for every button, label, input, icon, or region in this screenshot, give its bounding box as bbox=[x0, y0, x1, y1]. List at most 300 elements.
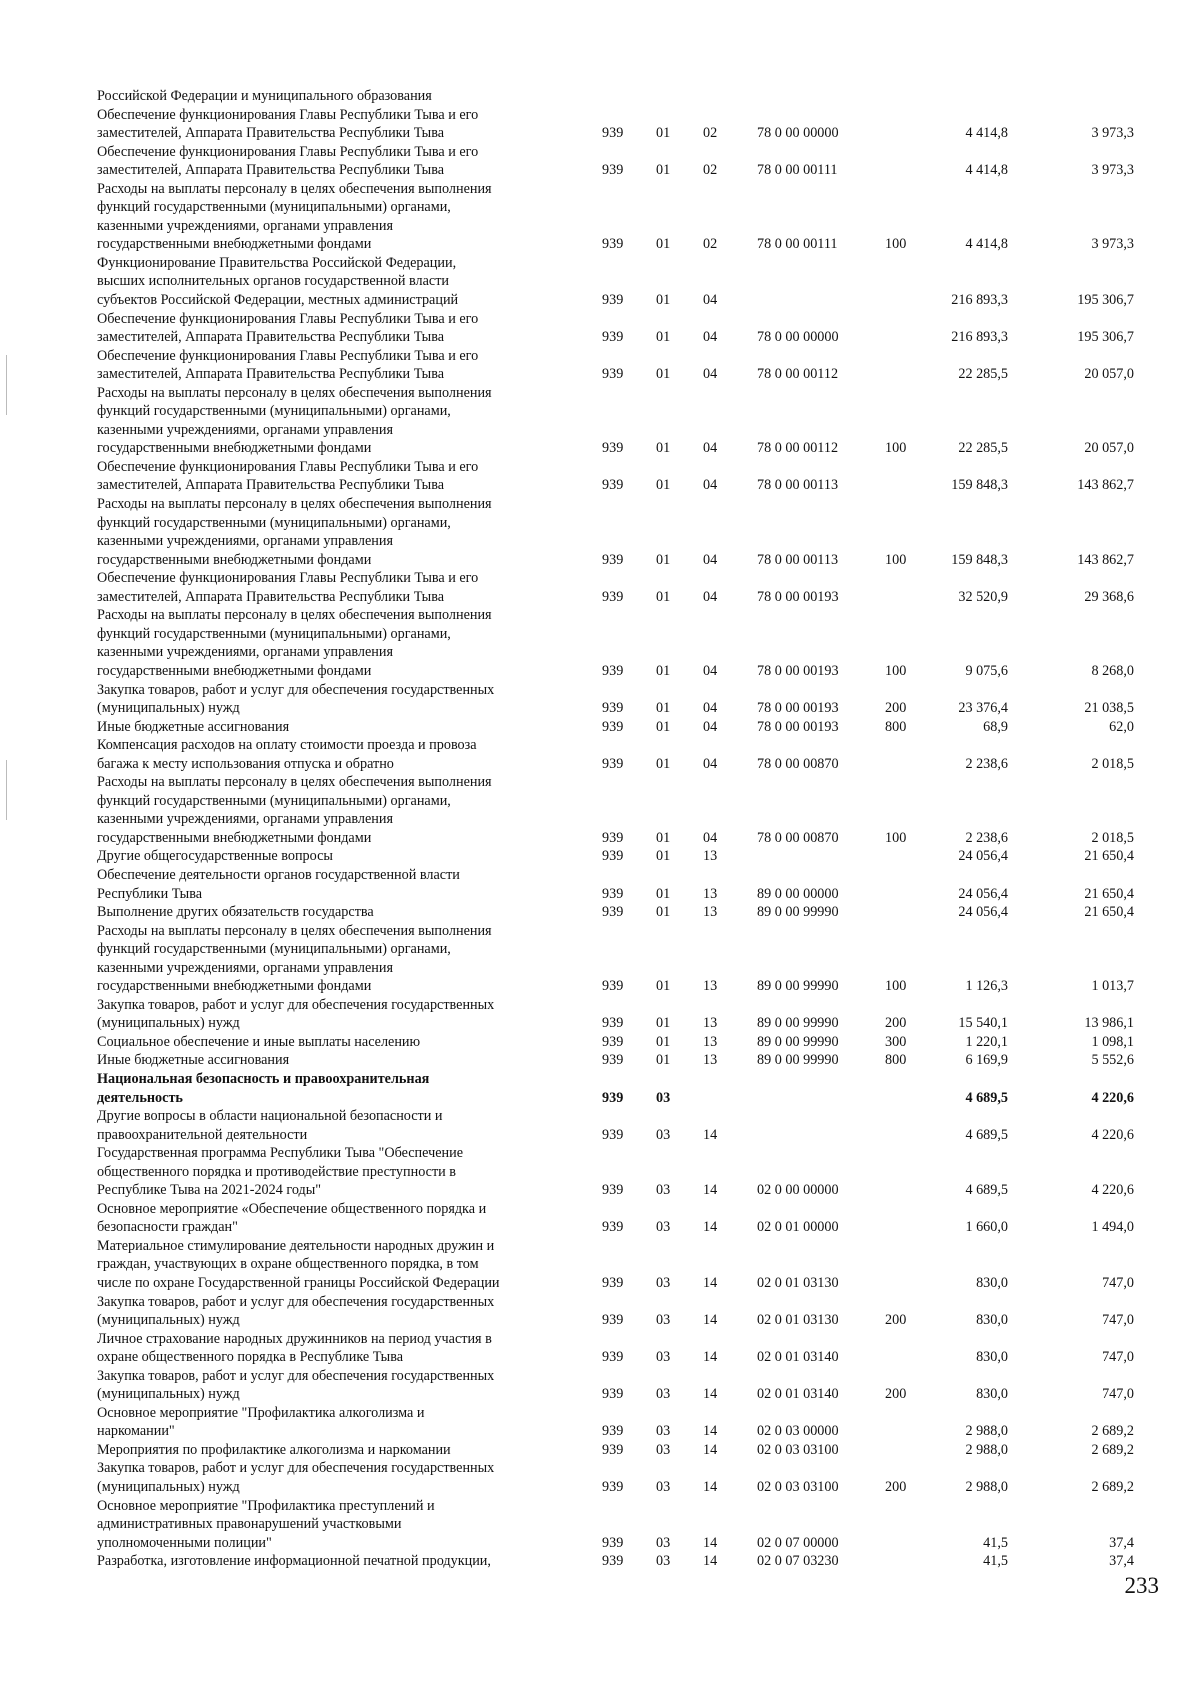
ved-code: 939 bbox=[602, 236, 624, 253]
table-row bbox=[0, 384, 1200, 458]
amount-actual: 195 306,7 bbox=[1077, 329, 1134, 346]
table-row bbox=[0, 1404, 1200, 1441]
amount-plan: 2 988,0 bbox=[965, 1423, 1008, 1440]
expense-type-code: 100 bbox=[885, 236, 907, 253]
description-line: Расходы на выплаты персоналу в целях обеспечения выполнения bbox=[97, 922, 492, 939]
amount-actual: 747,0 bbox=[1102, 1386, 1134, 1403]
ved-code: 939 bbox=[602, 700, 624, 717]
row-description bbox=[97, 347, 567, 384]
section-code: 01 bbox=[656, 718, 671, 735]
subsection-code: 14 bbox=[703, 1275, 718, 1291]
amount-plan: 15 540,1 bbox=[958, 1015, 1008, 1032]
amount-actual: 4 220,6 bbox=[1091, 1182, 1134, 1199]
subsection-code: 04 bbox=[703, 700, 718, 717]
section-code: 01 bbox=[656, 440, 671, 457]
table-row bbox=[0, 106, 1200, 143]
expense-type-code: 200 bbox=[885, 1479, 907, 1496]
section-code: 01 bbox=[656, 329, 671, 346]
table-row bbox=[0, 1144, 1200, 1200]
amount-actual: 2 689,2 bbox=[1091, 1479, 1134, 1496]
amount-plan: 2 238,6 bbox=[965, 755, 1008, 772]
table-row bbox=[0, 1051, 1200, 1070]
description-line: государственными внебюджетными фондами bbox=[97, 829, 372, 846]
section-code: 01 bbox=[656, 1033, 671, 1050]
section-code: 03 bbox=[656, 1182, 671, 1199]
subsection-code: 13 bbox=[703, 1033, 718, 1050]
subsection-code: 02 bbox=[703, 162, 718, 179]
ved-code: 939 bbox=[602, 477, 624, 494]
amount-actual: 21 038,5 bbox=[1084, 700, 1134, 717]
description-line: функций государственными (муниципальными) органами, bbox=[97, 941, 451, 958]
subsection-code: 04 bbox=[703, 718, 718, 735]
description-line: Обеспечение функционирования Главы Республики Тыва и его bbox=[97, 458, 479, 475]
table-row bbox=[0, 1367, 1200, 1404]
subsection-code: 14 bbox=[703, 1534, 718, 1551]
subsection-code: 14 bbox=[703, 1386, 718, 1403]
row-description bbox=[97, 1070, 567, 1107]
subsection-code: 14 bbox=[703, 1479, 718, 1496]
subsection-code: 13 bbox=[703, 848, 718, 865]
amount-plan: 32 520,9 bbox=[958, 588, 1008, 605]
subsection-code: 04 bbox=[703, 329, 718, 346]
section-code: 01 bbox=[656, 885, 671, 902]
amount-actual: 21 650,4 bbox=[1084, 904, 1134, 921]
row-description bbox=[97, 736, 567, 773]
row-description bbox=[97, 1144, 567, 1200]
expense-type-code: 300 bbox=[885, 1033, 907, 1050]
description-line: охране общественного порядка в Республике Тыва bbox=[97, 1349, 404, 1366]
subsection-code: 13 bbox=[703, 1015, 718, 1032]
description-line: Расходы на выплаты персоналу в целях обеспечения выполнения bbox=[97, 774, 492, 791]
amount-actual: 29 368,6 bbox=[1084, 588, 1134, 605]
description-line: Закупка товаров, работ и услуг для обеспечения государственных bbox=[97, 1460, 495, 1477]
subsection-code: 04 bbox=[703, 477, 718, 494]
description-line: (муниципальных) нужд bbox=[97, 1479, 240, 1496]
description-line: Основное мероприятие «Обеспечение общественного порядка и bbox=[97, 1200, 487, 1217]
subsection-code: 02 bbox=[703, 125, 718, 142]
target-item-code: 89 0 00 99990 bbox=[757, 978, 839, 995]
amount-plan: 4 689,5 bbox=[965, 1126, 1008, 1143]
description-line: казенными учреждениями, органами управления bbox=[97, 959, 394, 976]
row-description bbox=[97, 922, 567, 996]
amount-actual: 62,0 bbox=[1109, 718, 1134, 735]
description-line: Другие общегосударственные вопросы bbox=[97, 848, 333, 865]
description-line: Республике Тыва на 2021-2024 годы" bbox=[97, 1182, 322, 1199]
section-code: 03 bbox=[656, 1219, 671, 1236]
row-description bbox=[97, 1552, 567, 1571]
expense-type-code: 100 bbox=[885, 440, 907, 457]
target-item-code: 02 0 03 00000 bbox=[757, 1423, 839, 1440]
ved-code: 939 bbox=[602, 1126, 624, 1143]
section-code: 03 bbox=[656, 1312, 671, 1329]
section-code: 01 bbox=[656, 829, 671, 846]
section-code: 03 bbox=[656, 1275, 671, 1291]
subsection-code: 04 bbox=[703, 366, 718, 383]
table-row bbox=[0, 1200, 1200, 1237]
table-row bbox=[0, 1293, 1200, 1330]
description-line: казенными учреждениями, органами управления bbox=[97, 421, 394, 438]
table-row bbox=[0, 347, 1200, 384]
row-description bbox=[97, 606, 567, 680]
amount-plan: 4 414,8 bbox=[965, 125, 1008, 142]
subsection-code: 04 bbox=[703, 588, 718, 605]
amount-plan: 24 056,4 bbox=[958, 904, 1008, 921]
row-description bbox=[97, 996, 567, 1033]
subsection-code: 04 bbox=[703, 292, 718, 309]
ved-code: 939 bbox=[602, 1423, 624, 1440]
row-description bbox=[97, 254, 567, 310]
table-row bbox=[0, 903, 1200, 922]
description-line: функций государственными (муниципальными) органами, bbox=[97, 403, 451, 420]
section-code: 01 bbox=[656, 662, 671, 679]
description-line: граждан, участвующих в охране общественного порядка, в том bbox=[97, 1256, 479, 1273]
amount-actual: 1 098,1 bbox=[1091, 1033, 1134, 1050]
table-row bbox=[0, 1033, 1200, 1052]
expense-type-code: 100 bbox=[885, 662, 907, 679]
amount-actual: 2 018,5 bbox=[1091, 829, 1134, 846]
description-line: Разработка, изготовление информационной печатной продукции, bbox=[97, 1553, 491, 1570]
subsection-code: 02 bbox=[703, 236, 718, 253]
amount-actual: 195 306,7 bbox=[1077, 292, 1134, 309]
amount-actual: 747,0 bbox=[1102, 1312, 1134, 1329]
target-item-code: 89 0 00 99990 bbox=[757, 904, 839, 921]
description-line: Материальное стимулирование деятельности народных дружин и bbox=[97, 1237, 495, 1254]
target-item-code: 78 0 00 00193 bbox=[757, 718, 839, 735]
subsection-code: 14 bbox=[703, 1441, 718, 1458]
expense-type-code: 800 bbox=[885, 1052, 907, 1069]
description-line: Расходы на выплаты персоналу в целях обеспечения выполнения bbox=[97, 384, 492, 401]
description-line: заместителей, Аппарата Правительства Республики Тыва bbox=[97, 366, 444, 383]
expense-type-code: 100 bbox=[885, 978, 907, 995]
description-line: заместителей, Аппарата Правительства Республики Тыва bbox=[97, 162, 444, 179]
row-description bbox=[97, 1033, 567, 1052]
table-row bbox=[0, 180, 1200, 254]
description-line: субъектов Российской Федерации, местных администраций bbox=[97, 292, 459, 309]
row-description bbox=[97, 681, 567, 718]
section-code: 01 bbox=[656, 125, 671, 142]
description-line: казенными учреждениями, органами управления bbox=[97, 644, 394, 661]
ved-code: 939 bbox=[602, 292, 624, 309]
amount-actual: 2 018,5 bbox=[1091, 755, 1134, 772]
amount-actual: 21 650,4 bbox=[1084, 848, 1134, 865]
scan-edge-mark bbox=[6, 355, 7, 415]
table-row bbox=[0, 569, 1200, 606]
row-description bbox=[97, 495, 567, 569]
section-code: 01 bbox=[656, 978, 671, 995]
description-line: Обеспечение функционирования Главы Республики Тыва и его bbox=[97, 143, 479, 160]
amount-plan: 4 689,5 bbox=[965, 1182, 1008, 1199]
amount-plan: 24 056,4 bbox=[958, 885, 1008, 902]
amount-plan: 4 414,8 bbox=[965, 236, 1008, 253]
row-description bbox=[97, 1459, 567, 1496]
subsection-code: 04 bbox=[703, 551, 718, 568]
subsection-code: 14 bbox=[703, 1182, 718, 1199]
subsection-code: 14 bbox=[703, 1126, 718, 1143]
target-item-code: 02 0 07 03230 bbox=[757, 1553, 839, 1570]
amount-actual: 20 057,0 bbox=[1084, 366, 1134, 383]
table-row bbox=[0, 1497, 1200, 1553]
amount-plan: 830,0 bbox=[976, 1349, 1008, 1366]
target-item-code: 78 0 00 00193 bbox=[757, 662, 839, 679]
description-line: Расходы на выплаты персоналу в целях обеспечения выполнения bbox=[97, 607, 492, 624]
table-row bbox=[0, 847, 1200, 866]
expense-type-code: 200 bbox=[885, 1015, 907, 1032]
amount-actual: 3 973,3 bbox=[1091, 162, 1134, 179]
section-code: 01 bbox=[656, 162, 671, 179]
subsection-code: 13 bbox=[703, 885, 718, 902]
ved-code: 939 bbox=[602, 329, 624, 346]
table-row bbox=[0, 1330, 1200, 1367]
target-item-code: 78 0 00 00112 bbox=[757, 366, 839, 383]
table-row bbox=[0, 143, 1200, 180]
amount-actual: 143 862,7 bbox=[1077, 551, 1134, 568]
section-code: 01 bbox=[656, 366, 671, 383]
ved-code: 939 bbox=[602, 1089, 624, 1106]
target-item-code: 78 0 00 00193 bbox=[757, 700, 839, 717]
amount-plan: 22 285,5 bbox=[958, 366, 1008, 383]
target-item-code: 78 0 00 00870 bbox=[757, 755, 839, 772]
subsection-code: 14 bbox=[703, 1312, 718, 1329]
section-code: 01 bbox=[656, 904, 671, 921]
ved-code: 939 bbox=[602, 551, 624, 568]
target-item-code: 02 0 01 03130 bbox=[757, 1312, 839, 1329]
table-row bbox=[0, 458, 1200, 495]
row-description bbox=[97, 310, 567, 347]
row-description bbox=[97, 569, 567, 606]
table-row bbox=[0, 495, 1200, 569]
section-code: 01 bbox=[656, 588, 671, 605]
amount-actual: 5 552,6 bbox=[1091, 1052, 1134, 1069]
description-line: Социальное обеспечение и иные выплаты населению bbox=[97, 1033, 421, 1050]
amount-plan: 2 988,0 bbox=[965, 1479, 1008, 1496]
description-line: государственными внебюджетными фондами bbox=[97, 978, 372, 995]
target-item-code: 78 0 00 00193 bbox=[757, 588, 839, 605]
amount-actual: 747,0 bbox=[1102, 1349, 1134, 1366]
ved-code: 939 bbox=[602, 1219, 624, 1236]
table-row bbox=[0, 1441, 1200, 1460]
target-item-code: 78 0 00 00112 bbox=[757, 440, 839, 457]
table-row bbox=[0, 866, 1200, 903]
description-line: (муниципальных) нужд bbox=[97, 1015, 240, 1032]
amount-actual: 4 220,6 bbox=[1091, 1126, 1134, 1143]
description-line: (муниципальных) нужд bbox=[97, 1312, 240, 1329]
amount-actual: 3 973,3 bbox=[1091, 236, 1134, 253]
expense-type-code: 100 bbox=[885, 551, 907, 568]
description-line: государственными внебюджетными фондами bbox=[97, 236, 372, 253]
description-line: казенными учреждениями, органами управления bbox=[97, 533, 394, 550]
table-row bbox=[0, 1070, 1200, 1107]
ved-code: 939 bbox=[602, 1553, 624, 1570]
section-code: 01 bbox=[656, 1015, 671, 1032]
ved-code: 939 bbox=[602, 1275, 624, 1291]
target-item-code: 78 0 00 00000 bbox=[757, 125, 839, 142]
table-row bbox=[0, 1107, 1200, 1144]
target-item-code: 02 0 03 03100 bbox=[757, 1479, 839, 1496]
description-line: наркомании" bbox=[97, 1423, 175, 1440]
target-item-code: 78 0 00 00113 bbox=[757, 551, 839, 568]
description-line: государственными внебюджетными фондами bbox=[97, 662, 372, 679]
expense-type-code: 100 bbox=[885, 829, 907, 846]
description-line: заместителей, Аппарата Правительства Республики Тыва bbox=[97, 125, 444, 142]
amount-plan: 2 238,6 bbox=[965, 829, 1008, 846]
table-row bbox=[0, 1552, 1200, 1571]
description-line: деятельность bbox=[97, 1089, 183, 1106]
amount-plan: 22 285,5 bbox=[958, 440, 1008, 457]
description-line: Иные бюджетные ассигнования bbox=[97, 718, 290, 735]
description-line: государственными внебюджетными фондами bbox=[97, 551, 372, 568]
subsection-code: 04 bbox=[703, 662, 718, 679]
table-row bbox=[0, 681, 1200, 718]
row-description bbox=[97, 1404, 567, 1441]
table-row bbox=[0, 736, 1200, 773]
description-line: функций государственными (муниципальными) органами, bbox=[97, 625, 451, 642]
description-line: Функционирование Правительства Российской Федерации, bbox=[97, 254, 457, 271]
target-item-code: 89 0 00 99990 bbox=[757, 1052, 839, 1069]
page-number: 233 bbox=[1124, 1573, 1159, 1598]
description-line: Иные бюджетные ассигнования bbox=[97, 1052, 290, 1069]
target-item-code: 78 0 00 00111 bbox=[757, 236, 838, 253]
description-line: Закупка товаров, работ и услуг для обеспечения государственных bbox=[97, 996, 495, 1013]
row-description bbox=[97, 384, 567, 458]
ved-code: 939 bbox=[602, 1033, 624, 1050]
description-line: Закупка товаров, работ и услуг для обеспечения государственных bbox=[97, 681, 495, 698]
amount-actual: 4 220,6 bbox=[1091, 1089, 1134, 1106]
amount-plan: 830,0 bbox=[976, 1386, 1008, 1403]
row-description bbox=[97, 718, 567, 737]
amount-actual: 37,4 bbox=[1109, 1553, 1134, 1570]
section-code: 03 bbox=[656, 1386, 671, 1403]
subsection-code: 04 bbox=[703, 755, 718, 772]
amount-plan: 9 075,6 bbox=[965, 662, 1008, 679]
description-line: Обеспечение функционирования Главы Республики Тыва и его bbox=[97, 347, 479, 364]
amount-plan: 159 848,3 bbox=[951, 477, 1008, 494]
description-line: Государственная программа Республики Тыва "Обеспечение bbox=[97, 1145, 464, 1162]
expense-type-code: 200 bbox=[885, 1312, 907, 1329]
amount-plan: 216 893,3 bbox=[951, 329, 1008, 346]
row-description bbox=[97, 1200, 567, 1237]
section-code: 01 bbox=[656, 1052, 671, 1069]
description-line: Республики Тыва bbox=[97, 885, 203, 902]
subsection-code: 14 bbox=[703, 1349, 718, 1366]
target-item-code: 02 0 03 03100 bbox=[757, 1441, 839, 1458]
table-row bbox=[0, 922, 1200, 996]
subsection-code: 14 bbox=[703, 1423, 718, 1440]
subsection-code: 13 bbox=[703, 1052, 718, 1069]
ved-code: 939 bbox=[602, 1052, 624, 1069]
table-row bbox=[0, 1237, 1200, 1293]
subsection-code: 13 bbox=[703, 978, 718, 995]
table-row bbox=[0, 310, 1200, 347]
amount-actual: 1 013,7 bbox=[1091, 978, 1134, 995]
amount-plan: 4 689,5 bbox=[965, 1089, 1008, 1106]
ved-code: 939 bbox=[602, 1182, 624, 1199]
amount-actual: 20 057,0 bbox=[1084, 440, 1134, 457]
section-code: 01 bbox=[656, 236, 671, 253]
amount-plan: 68,9 bbox=[983, 718, 1008, 735]
amount-actual: 3 973,3 bbox=[1091, 125, 1134, 142]
target-item-code: 02 0 01 03130 bbox=[757, 1275, 839, 1291]
amount-actual: 21 650,4 bbox=[1084, 885, 1134, 902]
expense-type-code: 200 bbox=[885, 700, 907, 717]
amount-actual: 2 689,2 bbox=[1091, 1423, 1134, 1440]
description-line: Основное мероприятие "Профилактика алкоголизма и bbox=[97, 1404, 425, 1421]
target-item-code: 02 0 00 00000 bbox=[757, 1182, 839, 1199]
ved-code: 939 bbox=[602, 1349, 624, 1366]
section-code: 03 bbox=[656, 1441, 671, 1458]
row-description bbox=[97, 1051, 567, 1070]
description-line: числе по охране Государственной границы Российской Федерации bbox=[97, 1275, 500, 1291]
target-item-code: 02 0 01 03140 bbox=[757, 1349, 839, 1366]
table-row bbox=[0, 718, 1200, 737]
description-line: функций государственными (муниципальными) органами, bbox=[97, 792, 451, 809]
ved-code: 939 bbox=[602, 1312, 624, 1329]
description-line: Обеспечение функционирования Главы Республики Тыва и его bbox=[97, 310, 479, 327]
description-line: Обеспечение функционирования Главы Республики Тыва и его bbox=[97, 106, 479, 123]
description-line: Основное мероприятие "Профилактика преступлений и bbox=[97, 1497, 435, 1514]
row-description bbox=[97, 1107, 567, 1144]
table-row bbox=[0, 996, 1200, 1033]
scan-edge-mark bbox=[6, 760, 7, 820]
description-line: безопасности граждан" bbox=[97, 1219, 238, 1236]
description-line: (муниципальных) нужд bbox=[97, 1386, 240, 1403]
budget-table bbox=[0, 87, 1200, 1571]
description-line: высших исполнительных органов государственной власти bbox=[97, 273, 450, 290]
target-item-code: 02 0 07 00000 bbox=[757, 1534, 839, 1551]
ved-code: 939 bbox=[602, 1441, 624, 1458]
expense-type-code: 200 bbox=[885, 1386, 907, 1403]
amount-actual: 2 689,2 bbox=[1091, 1441, 1134, 1458]
amount-plan: 1 660,0 bbox=[965, 1219, 1008, 1236]
section-code: 01 bbox=[656, 848, 671, 865]
row-description bbox=[97, 87, 567, 106]
ved-code: 939 bbox=[602, 1479, 624, 1496]
amount-plan: 6 169,9 bbox=[965, 1052, 1008, 1069]
row-description bbox=[97, 1497, 567, 1553]
target-item-code: 89 0 00 00000 bbox=[757, 885, 839, 902]
amount-actual: 1 494,0 bbox=[1091, 1219, 1134, 1236]
section-code: 03 bbox=[656, 1349, 671, 1366]
section-code: 01 bbox=[656, 551, 671, 568]
table-row bbox=[0, 1459, 1200, 1496]
ved-code: 939 bbox=[602, 829, 624, 846]
description-line: административных правонарушений участковыми bbox=[97, 1516, 402, 1533]
section-code: 01 bbox=[656, 755, 671, 772]
description-line: функций государственными (муниципальными) органами, bbox=[97, 514, 451, 531]
description-line: багажа к месту использования отпуска и обратно bbox=[97, 755, 394, 772]
description-line: функций государственными (муниципальными) органами, bbox=[97, 199, 451, 216]
expense-type-code: 800 bbox=[885, 718, 907, 735]
amount-plan: 1 220,1 bbox=[965, 1033, 1008, 1050]
ved-code: 939 bbox=[602, 1386, 624, 1403]
ved-code: 939 bbox=[602, 885, 624, 902]
table-row bbox=[0, 254, 1200, 310]
amount-actual: 143 862,7 bbox=[1077, 477, 1134, 494]
section-code: 03 bbox=[656, 1534, 671, 1551]
subsection-code: 04 bbox=[703, 829, 718, 846]
ved-code: 939 bbox=[602, 1015, 624, 1032]
amount-plan: 41,5 bbox=[983, 1553, 1008, 1570]
description-line: казенными учреждениями, органами управления bbox=[97, 217, 394, 234]
ved-code: 939 bbox=[602, 162, 624, 179]
table-row bbox=[0, 87, 1200, 106]
section-code: 03 bbox=[656, 1126, 671, 1143]
target-item-code: 78 0 00 00113 bbox=[757, 477, 839, 494]
amount-plan: 830,0 bbox=[976, 1312, 1008, 1329]
ved-code: 939 bbox=[602, 718, 624, 735]
amount-plan: 24 056,4 bbox=[958, 848, 1008, 865]
amount-actual: 37,4 bbox=[1109, 1534, 1134, 1551]
description-line: Мероприятия по профилактике алкоголизма и наркомании bbox=[97, 1441, 451, 1458]
